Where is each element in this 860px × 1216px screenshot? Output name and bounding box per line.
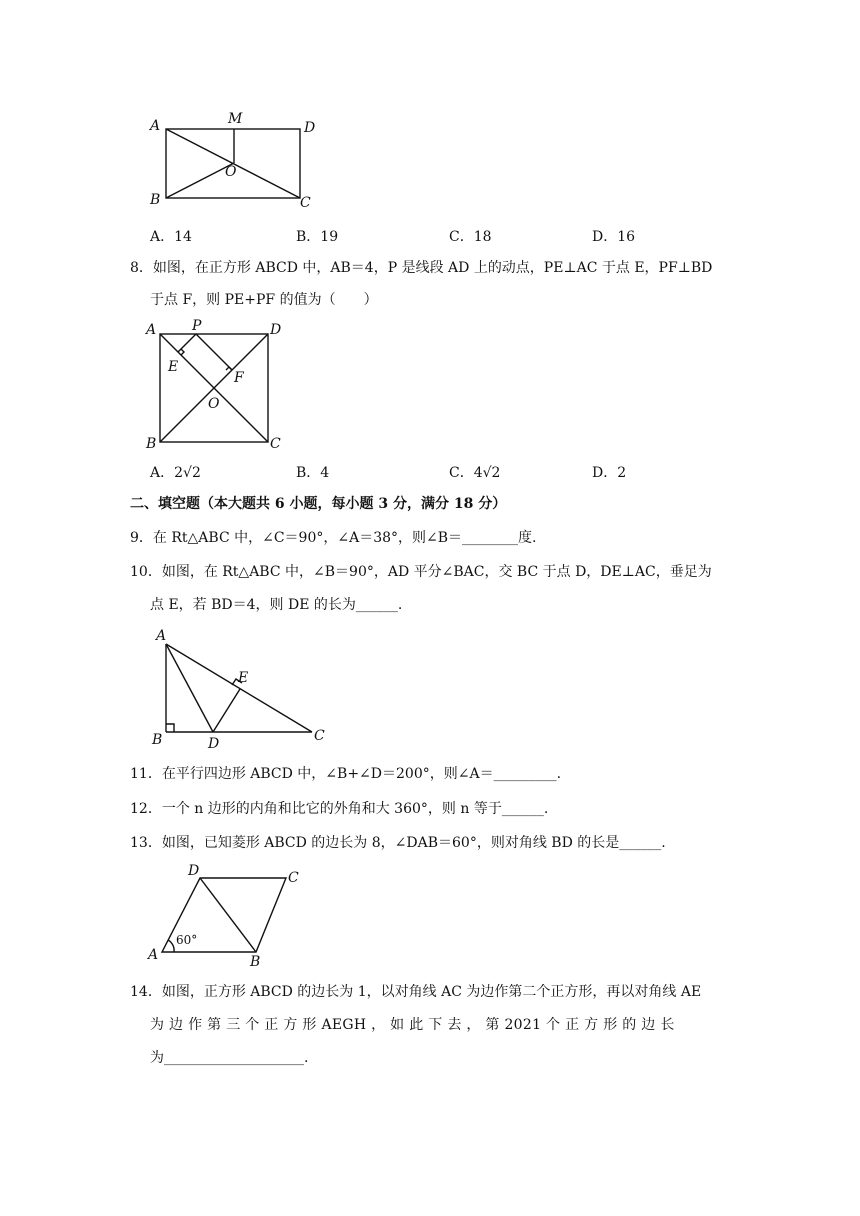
q8-figure	[144, 318, 294, 452]
q8-option-b: B．4	[296, 465, 330, 481]
q8-label-d: D	[270, 322, 282, 338]
q7-option-d: D．16	[592, 229, 636, 245]
q8-label-p: P	[192, 318, 202, 334]
q7-option-b: B．19	[296, 229, 339, 245]
q10-label-a: A	[156, 628, 167, 644]
q8-option-a: A．2√2	[150, 465, 201, 481]
q10-line1: 10．如图，在 Rt△ABC 中，∠B＝90°，AD 平分∠BAC，交 BC 于点 D，DE⊥AC，垂足为	[130, 564, 712, 580]
q8-label-o: O	[208, 396, 220, 412]
q13-label-a: A	[148, 947, 159, 963]
q8-label-b: B	[146, 436, 157, 452]
q8-line2: 于点 F，则 PE+PF 的值为（ ）	[150, 292, 378, 308]
q9-text: 9．在 Rt△ABC 中，∠C＝90°，∠A＝38°，则∠B＝________度.	[130, 530, 537, 546]
q7-option-a: A．14	[150, 229, 192, 245]
q13-figure	[144, 860, 314, 970]
q8-label-a: A	[146, 322, 157, 338]
q7-figure	[145, 108, 345, 211]
q12-text: 12．一个 n 边形的内角和比它的外角和大 360°，则 n 等于______.	[130, 801, 549, 817]
q8-option-c: C．4√2	[449, 465, 501, 481]
q8-label-e: E	[168, 359, 179, 375]
q10-label-c: C	[314, 728, 325, 744]
q8-line1: 8．如图，在正方形 ABCD 中，AB＝4，P 是线段 AD 上的动点，PE⊥AC 于点 E，PF⊥BD	[130, 260, 713, 276]
q14-line1: 14．如图，正方形 ABCD 的边长为 1，以对角线 AC 为边作第二个正方形，再以对角线 AE	[130, 984, 702, 1000]
q7-label-c: C	[300, 195, 311, 211]
q8-label-f: F	[234, 370, 244, 386]
q13-label-b: B	[250, 954, 261, 970]
q13-label-d: D	[188, 863, 200, 879]
q13-label-c: C	[288, 870, 299, 886]
q10-line2: 点 E，若 BD＝4，则 DE 的长为______.	[150, 597, 403, 613]
q13-text: 13．如图，已知菱形 ABCD 的边长为 8，∠DAB＝60°，则对角线 BD 的长是______.	[130, 835, 666, 851]
q10-figure	[146, 626, 336, 751]
q7-label-o: O	[225, 164, 237, 180]
q7-label-b: B	[150, 192, 161, 208]
q10-label-b: B	[152, 732, 163, 748]
q8-label-c: C	[270, 436, 281, 452]
section-title: 二、填空题（本大题共 6 小题，每小题 3 分，满分 18 分）	[130, 496, 507, 512]
q7-option-c: C．18	[449, 229, 492, 245]
q7-label-d: D	[304, 120, 316, 136]
q10-label-e: E	[238, 670, 249, 686]
q14-line2: 为 边 作 第 三 个 正 方 形 AEGH ， 如 此 下 去 ， 第 2021 个 正 方 形 的 边 长	[150, 1017, 675, 1033]
q10-label-d: D	[208, 736, 220, 752]
q13-angle-label: 60°	[176, 933, 198, 947]
q7-label-a: A	[150, 118, 161, 134]
q14-line3: 为____________________.	[150, 1050, 309, 1066]
q8-option-d: D．2	[592, 465, 627, 481]
q11-text: 11．在平行四边形 ABCD 中，∠B+∠D＝200°，则∠A＝_________.	[130, 766, 562, 782]
q7-label-m: M	[228, 111, 243, 127]
